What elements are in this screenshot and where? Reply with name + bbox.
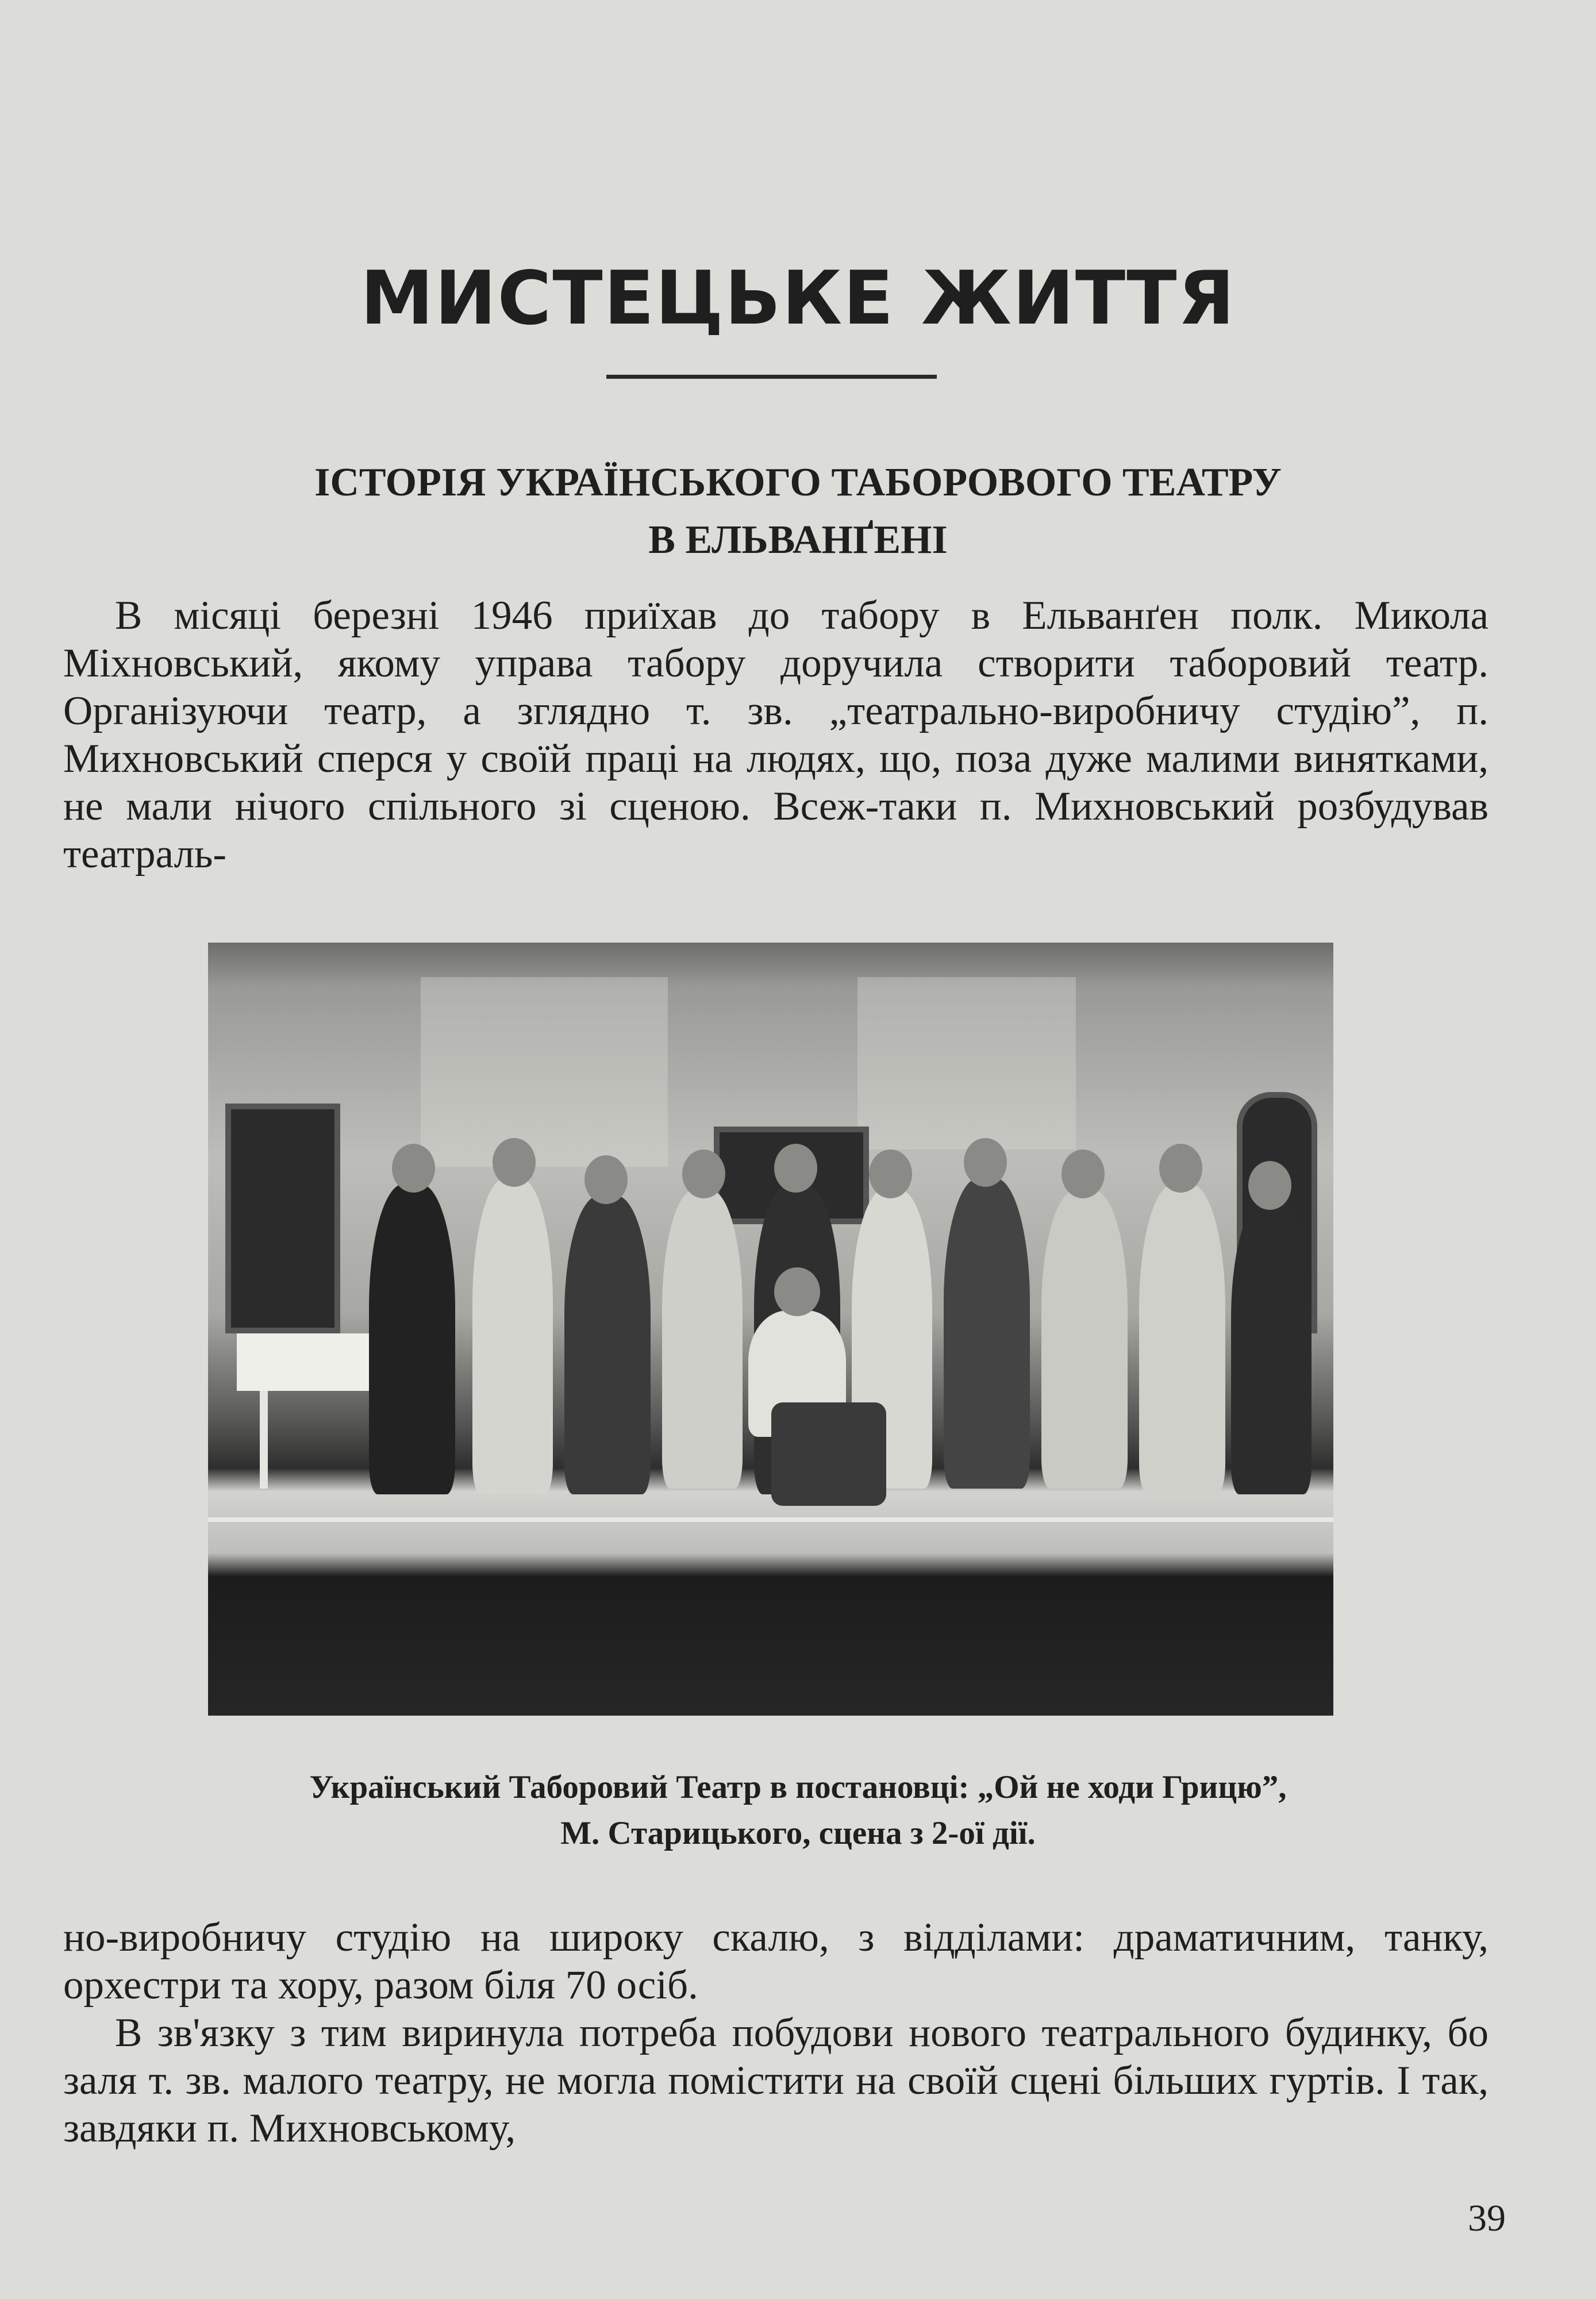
paragraph-3: В зв'язку з тим виринула потреба побудови нового театрального будинку, бо заля т. зв. малого театру, не могла помістити на своїй сцені більших гуртів. І так, завдяки п. Михновському,	[63, 2010, 1489, 2151]
stage-edge	[208, 1517, 1333, 1522]
actor-head	[584, 1155, 628, 1204]
theatre-stage-photo	[208, 943, 1333, 1716]
actor-figure	[1231, 1201, 1312, 1494]
actor-figure	[1139, 1184, 1225, 1494]
actor-head	[392, 1144, 435, 1193]
actor-figure	[564, 1195, 651, 1494]
backdrop-panel	[421, 977, 668, 1167]
actor-head	[682, 1150, 725, 1198]
photo-caption	[0, 1764, 1596, 1856]
drum	[771, 1402, 886, 1506]
actor-figure	[944, 1178, 1030, 1489]
actor-figure	[1041, 1190, 1128, 1489]
actor-head	[493, 1138, 536, 1187]
actor-head	[964, 1138, 1007, 1187]
actor-head	[1062, 1150, 1105, 1198]
actor-head	[869, 1150, 912, 1198]
actor-head	[1159, 1144, 1202, 1193]
table-leg	[260, 1391, 268, 1489]
photo-caption-line-2: М. Старицького, сцена з 2-ої дії.	[560, 1815, 1036, 1851]
actor-figure	[369, 1184, 455, 1494]
actor-figure	[662, 1190, 743, 1489]
backdrop-panel	[857, 977, 1076, 1150]
title-divider	[606, 375, 937, 379]
dancer-head	[774, 1267, 820, 1316]
actor-head	[1248, 1161, 1291, 1210]
photo-caption-line-1: Український Таборовий Театр в постановці: „Ой не ходи Грицю”,	[309, 1769, 1287, 1805]
actor-head	[774, 1144, 817, 1193]
section-title: МИСТЕЦЬКЕ ЖИТТЯ	[360, 256, 1236, 341]
page-number: 39	[1468, 2197, 1506, 2239]
actor-figure	[472, 1178, 553, 1494]
article-title	[0, 454, 1596, 569]
article-title-line-1: ІСТОРІЯ УКРАЇНСЬКОГО ТАБОРОВОГО ТЕАТРУ	[314, 460, 1282, 505]
article-title-line-2: В ЕЛЬВАНҐЕНІ	[648, 518, 948, 562]
stage-window	[225, 1104, 340, 1333]
paragraph-2: но-виробничу студію на широку скалю, з відділами: драматичним, танку, орхестри та хору, разом біля 70 осіб.	[63, 1915, 1489, 2008]
paragraph-1: В місяці березні 1946 приїхав до табору в Ельванґен полк. Микола Міхновський, якому управа табору доручила створити таборовий театр. Організуючи театр, а зглядно т. зв. „театрально-виробничу студію”, п. Михновський сперся у своїй праці на людях, що, поза дуже малими винятками, не мали нічого спільного зі сценою. Всеж-таки п. Михновський розбудував театраль-	[63, 593, 1489, 876]
